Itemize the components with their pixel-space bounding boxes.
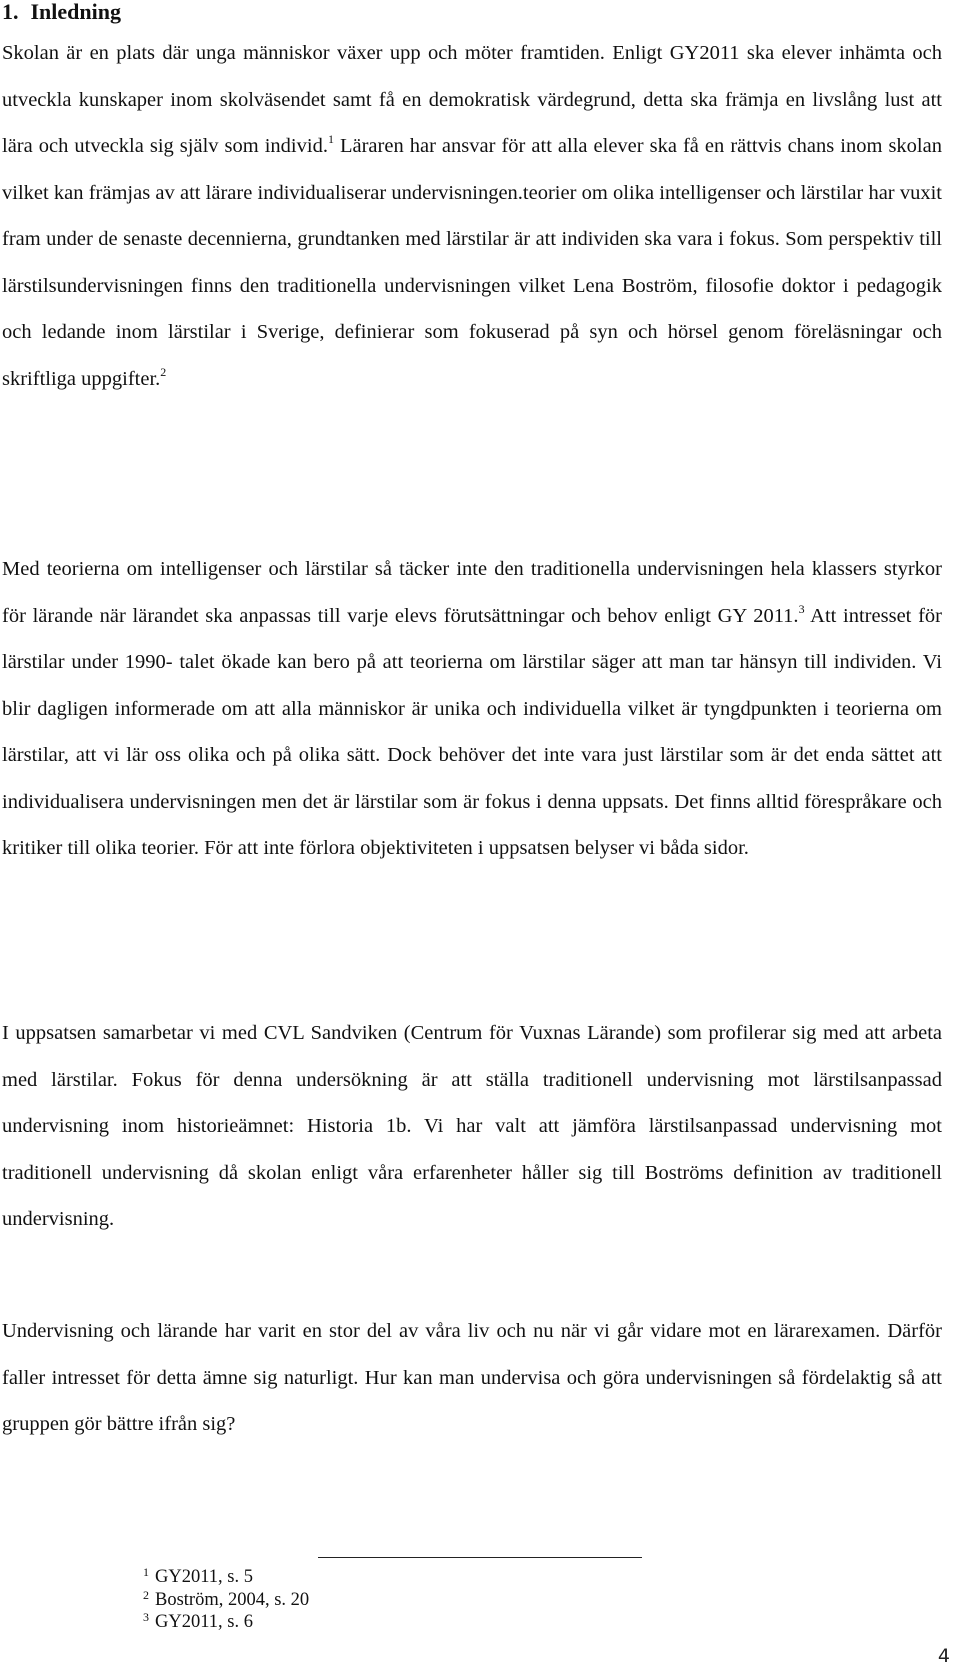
footnote-list — [143, 1566, 309, 1634]
footnote-separator — [318, 1557, 642, 1558]
footnote-item — [143, 1611, 309, 1634]
footnote-text: Boström, 2004, s. 20 — [155, 1589, 310, 1610]
footnote-item — [143, 1566, 309, 1589]
footnote-number: 3 — [143, 1610, 149, 1624]
footnote-text: GY2011, s. 5 — [155, 1567, 253, 1587]
section-number: 1. — [2, 0, 19, 24]
page-number: 4 — [937, 1645, 950, 1667]
footnote-number: 1 — [143, 1565, 149, 1579]
paragraph-text: Att intresset för lärstilar under 1990- talet ökade kan bero på att teorierna om lärstilar säger att man tar hänsyn till individen. Vi blir dagligen informerade om att alla människor är unika och individuella vilket är tyngdpunkten i teorierna om lärstilar, att vi lär oss olika och på olika sätt. Dock behöver det inte vara just lärstilar som är det enda sättet att individualisera undervisningen men det är lärstilar som är fokus i denna uppsats. Det finns alltid förespråkare och kritiker till olika teorier. För att inte förlora objektiviteten i uppsatsen belyser vi båda sidor. — [2, 604, 942, 859]
paragraph-text: Skolan är en plats där unga människor växer upp och möter framtiden. Enligt GY2011 ska elever inhämta och utveckla kunskaper inom skolväsendet samt få en demokratisk värdegrund, detta ska främja en livslång lust att lära och utveckla sig själv som individ. — [2, 42, 942, 157]
paragraph-text: Läraren har ansvar för att alla elever ska få en rättvis chans inom skolan vilket kan främjas av att lärare individualiserar undervisningen.teorier om olika intelligenser och lärstilar har vuxit fram under de senaste decennierna, grundtanken med lärstilar är att individen ska vara i fokus. Som perspektiv till lärstilsundervisningen finns den traditionella undervisningen vilket Lena Boström, filosofie doktor i pedagogik och ledande inom lärstilar i Sverige, definierar som fokuserad på syn och hörsel genom föreläsningar och skriftliga uppgifter. — [2, 135, 942, 390]
footnote-ref-3[interactable]: 3 — [798, 601, 805, 616]
paragraph-1 — [2, 30, 942, 402]
paragraph-4: Undervisning och lärande har varit en stor del av våra liv och nu när vi går vidare mot en lärarexamen. Därför faller intresset för detta ämne sig naturligt. Hur kan man undervisa och göra undervisningen så fördelaktig så att gruppen gör bättre ifrån sig? — [2, 1320, 942, 1435]
footnote-item — [143, 1589, 309, 1612]
section-heading — [2, 0, 121, 28]
paragraph-text: Med teorierna om intelligenser och lärstilar så täcker inte den traditionella undervisningen hela klassers styrkor för lärande när lärandet ska anpassas till varje elevs förutsättningar och behov enligt GY 2011. — [2, 558, 942, 627]
footnote-ref-1[interactable]: 1 — [327, 132, 334, 146]
section-title: Inledning — [30, 0, 121, 24]
paragraph-2 — [2, 546, 942, 872]
paragraph-3: I uppsatsen samarbetar vi med CVL Sandviken (Centrum för Vuxnas Lärande) som profilerar sig med att arbeta med lärstilar. Fokus för denna undersökning är att ställa traditionell undervisning mot lärstilsanpassad undervisning inom historieämnet: Historia 1b. Vi har valt att jämföra lärstilsanpassad undervisning mot traditionell undervisning då skolan enligt våra erfarenheter håller sig till Boströms definition av traditionell undervisning. — [2, 1022, 942, 1230]
footnote-text: GY2011, s. 6 — [155, 1612, 253, 1632]
footnote-ref-2[interactable]: 2 — [160, 364, 167, 379]
footnote-number: 2 — [143, 1587, 149, 1602]
